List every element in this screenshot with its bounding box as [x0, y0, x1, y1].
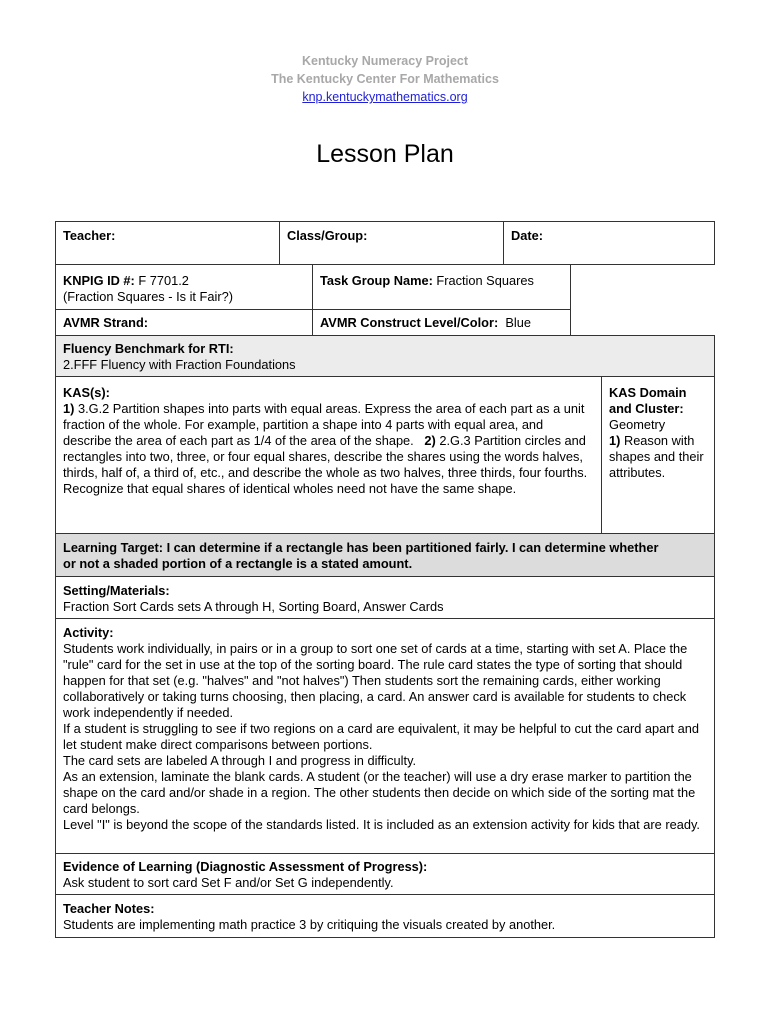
activity-paragraph: Students work individually, in pairs or in a group to sort one set of cards at a time, starting with set A. Place the "rule" card for the set in use at the top of the sorting board. The rule card states the type of sorting that should happen for that set (e.g. "halves" and "not halves") Then students sort the remaining cards, either working collaboratively or taking turns choosing, then placing, a card. An answer card is available for students to check work independently if needed. [63, 641, 688, 720]
kas-cluster-value: Reason with shapes and their attributes. [609, 433, 704, 480]
teacher-notes-value: Students are implementing math practice 3 by critiquing the visuals created by another. [63, 917, 556, 932]
fluency-label: Fluency Benchmark for RTI: [63, 341, 234, 356]
knpig-subtitle: (Fraction Squares - Is it Fair?) [63, 289, 233, 304]
teacher-notes-label: Teacher Notes: [63, 901, 155, 916]
kas-domain-value: Geometry [609, 417, 666, 432]
kas-domain-label: KAS Domain and Cluster: [609, 385, 687, 416]
kas-cluster [609, 433, 707, 481]
avmr-construct-label: AVMR Construct Level/Color: [320, 315, 499, 330]
task-group-label: Task Group Name: [320, 273, 433, 288]
avmr-strand-cell [55, 309, 313, 336]
kas-domain-cell [601, 376, 715, 534]
kas-cell [55, 376, 602, 534]
kas-standards [63, 401, 591, 497]
knpig-label: KNPIG ID #: [63, 273, 135, 288]
date-label: Date: [511, 228, 543, 243]
avmr-construct-cell [312, 309, 571, 336]
fluency-value: 2.FFF Fluency with Fraction Foundations [63, 357, 296, 372]
task-group-cell [312, 264, 571, 310]
evidence-cell [55, 853, 715, 895]
teacher-cell [55, 221, 280, 265]
fluency-cell [55, 335, 715, 377]
activity-paragraph: The card sets are labeled A through I and progress in difficulty. [63, 753, 417, 768]
teacher-notes-cell [55, 894, 715, 938]
center-name: The Kentucky Center For Mathematics [271, 72, 499, 86]
task-group-value: Fraction Squares [432, 273, 534, 288]
date-cell [503, 221, 715, 265]
class-group-label: Class/Group: [287, 228, 368, 243]
setting-materials-cell [55, 576, 715, 619]
teacher-label: Teacher: [63, 228, 116, 243]
setting-value: Fraction Sort Cards sets A through H, Sorting Board, Answer Cards [63, 599, 444, 614]
setting-label: Setting/Materials: [63, 583, 170, 598]
kas-cluster-num: 1) [609, 433, 621, 448]
website-link[interactable]: knp.kentuckymathematics.org [302, 90, 468, 104]
activity-paragraph: If a student is struggling to see if two regions on a card are equivalent, it may be helpful to cut the card apart and let student make direct comparisons between portions. [63, 721, 699, 752]
activity-label: Activity: [63, 625, 114, 640]
avmr-construct-value: Blue [498, 315, 531, 330]
organization-name: Kentucky Numeracy Project [301, 54, 469, 68]
evidence-value: Ask student to sort card Set F and/or Set G independently. [63, 875, 394, 890]
page-title: Lesson Plan [316, 140, 454, 168]
evidence-label: Evidence of Learning (Diagnostic Assessment of Progress): [63, 859, 428, 874]
activity-paragraph: As an extension, laminate the blank cards. A student (or the teacher) will use a dry erase marker to partition the shape on the card and/or shade in a region. The other students then decide on which side of the sorting mat the card belongs. [63, 769, 696, 816]
kas-num-1: 1) [63, 401, 75, 416]
class-group-cell [279, 221, 504, 265]
learning-target-cell [55, 533, 715, 577]
activity-paragraph: Level "I" is beyond the scope of the standards listed. It is included as an extension activity for kids that are ready. [63, 817, 700, 832]
knpig-value: F 7701.2 [134, 273, 189, 288]
kas-label: KAS(s): [63, 385, 110, 400]
kas-standard-2: 2.G.3 Partition circles and rectangles into two, three, or four equal shares, describe the shares using the words halves, thirds, half of, a third of, etc., and describe the whole as two halves, three thirds, four fourths. Recognize that equal shares of identical wholes need not have the same shape. [63, 433, 588, 496]
kas-standard-1: 3.G.2 Partition shapes into parts with equal areas. Express the area of each part as a unit fraction of the whole. For example, partition a shape into 4 parts with equal area, and describe the area of each part as 1/4 of the area of the shape. [63, 401, 588, 448]
knpig-cell [55, 264, 313, 310]
avmr-strand-label: AVMR Strand: [63, 315, 149, 330]
kas-num-2: 2) [424, 433, 436, 448]
activity-cell [55, 618, 715, 854]
learning-target: Learning Target: I can determine if a rectangle has been partitioned fairly. I can determine whether or not a shaded portion of a rectangle is a stated amount. [63, 540, 659, 571]
